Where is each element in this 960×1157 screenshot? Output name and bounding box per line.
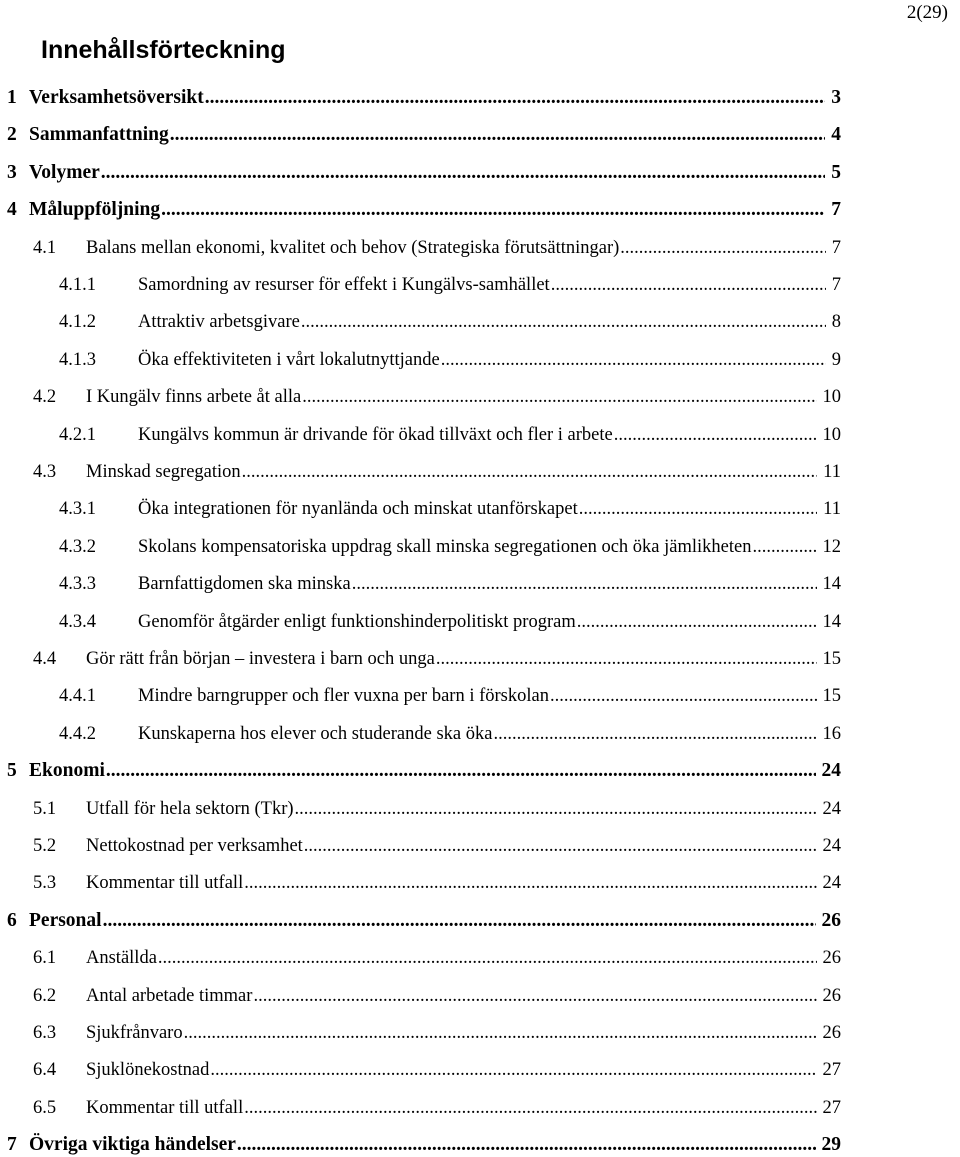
toc-entry[interactable] xyxy=(0,834,960,858)
toc-entry-title: Sjuklönekostnad xyxy=(86,1060,210,1081)
toc-entry[interactable] xyxy=(0,909,960,933)
toc-dot-leader xyxy=(352,572,817,596)
toc-entry-page: 7 xyxy=(831,199,841,221)
toc-entry-title: Attraktiv arbetsgivare xyxy=(138,312,300,333)
toc-entry[interactable] xyxy=(0,984,960,1008)
toc-entry-title: Sjukfrånvaro xyxy=(86,1023,183,1043)
toc-entry[interactable] xyxy=(0,797,960,821)
toc-dot-leader xyxy=(752,535,816,559)
toc-dot-leader xyxy=(302,385,816,409)
toc-entry-number: 4.2.1 xyxy=(59,424,96,445)
toc-entry-title: Övriga viktiga händelser xyxy=(29,1134,236,1156)
toc-dot-leader xyxy=(550,684,817,708)
toc-entry-title: Personal xyxy=(29,909,102,931)
toc-dot-leader xyxy=(210,1058,816,1082)
toc-entry-page: 14 xyxy=(822,574,841,595)
toc-dot-leader xyxy=(579,497,817,521)
toc-entry-title: Nettokostnad per verksamhet xyxy=(86,836,303,856)
toc-dot-leader xyxy=(205,86,825,110)
toc-dot-leader xyxy=(161,198,825,222)
toc-entry-title: Gör rätt från början – investera i barn och unga xyxy=(86,649,435,669)
toc-entry-page: 16 xyxy=(822,723,841,744)
toc-entry-title: Kunskaperna hos elever och studerande ska öka xyxy=(138,723,493,744)
toc-entry-number: 6.2 xyxy=(33,985,57,1006)
toc-entry-number: 1 xyxy=(7,87,17,108)
toc-entry[interactable] xyxy=(0,722,960,746)
toc-title: Innehållsförteckning xyxy=(41,36,286,64)
toc-entry-number: 5.1 xyxy=(33,798,57,819)
toc-entry[interactable] xyxy=(0,423,960,447)
toc-entry-page: 27 xyxy=(822,1060,841,1081)
toc-entry[interactable] xyxy=(0,236,960,260)
toc-entry-page: 4 xyxy=(831,124,841,146)
toc-dot-leader xyxy=(577,610,817,634)
toc-entry-title: Samordning av resurser för effekt i Kungälvs-samhället xyxy=(138,275,550,295)
toc-entry-number: 6.4 xyxy=(33,1060,57,1081)
toc-entry[interactable] xyxy=(0,273,960,297)
toc-entry-number: 6.1 xyxy=(33,948,57,969)
toc-entry-title: Antal arbetade timmar xyxy=(86,985,253,1006)
toc-entry[interactable] xyxy=(0,535,960,559)
toc-dot-leader xyxy=(620,236,825,260)
toc-entry[interactable] xyxy=(0,1096,960,1120)
toc-dot-leader xyxy=(101,161,825,185)
toc-entry-page: 7 xyxy=(831,275,841,295)
toc-entry-number: 7 xyxy=(7,1134,17,1156)
toc-entry[interactable] xyxy=(0,1021,960,1045)
toc-entry[interactable] xyxy=(0,123,960,147)
toc-entry-page: 29 xyxy=(821,1134,841,1156)
toc-entry-title: Barnfattigdomen ska minska xyxy=(138,574,351,595)
toc-entry-page: 27 xyxy=(822,1097,841,1118)
toc-entry-number: 3 xyxy=(7,161,17,183)
toc-dot-leader xyxy=(106,759,816,783)
toc-entry-page: 24 xyxy=(821,760,841,782)
toc-dot-leader xyxy=(242,460,818,484)
toc-entry[interactable] xyxy=(0,572,960,596)
toc-entry[interactable] xyxy=(0,161,960,185)
toc-entry-page: 12 xyxy=(822,536,841,557)
toc-entry-number: 4.3.4 xyxy=(59,611,96,632)
toc-entry-number: 4.2 xyxy=(33,387,57,408)
toc-entry[interactable] xyxy=(0,497,960,521)
toc-entry-title: Ekonomi xyxy=(29,760,105,782)
toc-entry-page: 10 xyxy=(822,424,841,445)
toc-entry-title: Öka effektiviteten i vårt lokalutnyttjande xyxy=(138,349,440,370)
toc-dot-leader xyxy=(614,423,817,447)
toc-dot-leader xyxy=(493,722,816,746)
toc-dot-leader xyxy=(301,310,826,334)
toc-dot-leader xyxy=(551,273,826,297)
toc-entry-number: 5.3 xyxy=(33,873,57,894)
toc-entry-number: 4.4.1 xyxy=(59,686,96,707)
toc-entry-number: 6 xyxy=(7,909,17,931)
toc-dot-leader xyxy=(184,1021,817,1045)
toc-entry[interactable] xyxy=(0,460,960,484)
toc-entry-page: 14 xyxy=(822,611,841,632)
toc-entry[interactable] xyxy=(0,647,960,671)
toc-entry[interactable] xyxy=(0,1133,960,1157)
toc-entry[interactable] xyxy=(0,86,960,110)
toc-entry-number: 5.2 xyxy=(33,836,57,856)
toc-entry-title: Sammanfattning xyxy=(29,124,169,146)
toc-entry-number: 4 xyxy=(7,199,17,221)
toc-entry-number: 4.3 xyxy=(33,462,57,482)
toc-entry-title: Minskad segregation xyxy=(86,462,241,482)
page-number: 2(29) xyxy=(906,2,948,23)
toc-entry-number: 5 xyxy=(7,760,17,782)
toc-dot-leader xyxy=(244,1096,816,1120)
toc-entry-page: 10 xyxy=(822,387,841,408)
toc-entry-page: 26 xyxy=(822,985,841,1006)
toc-entry-number: 4.1.2 xyxy=(59,312,96,333)
toc-entry[interactable] xyxy=(0,610,960,634)
toc-entry-number: 6.3 xyxy=(33,1023,57,1043)
toc-entry-page: 26 xyxy=(822,948,841,969)
toc-entry[interactable] xyxy=(0,1058,960,1082)
toc-entry-title: Balans mellan ekonomi, kvalitet och behov (Strategiska förutsättningar) xyxy=(86,237,620,258)
toc-entry-page: 26 xyxy=(822,1023,841,1043)
toc-entry-title: Måluppföljning xyxy=(29,199,161,221)
toc-entry-number: 4.1.3 xyxy=(59,349,96,370)
toc-entry-title: Anställda xyxy=(86,948,157,969)
toc-entry-title: Verksamhetsöversikt xyxy=(29,87,204,108)
toc-dot-leader xyxy=(441,348,826,372)
toc-entry[interactable] xyxy=(0,759,960,783)
toc-entry-title: Öka integrationen för nyanlända och minskat utanförskapet xyxy=(138,499,578,520)
toc-entry-title: Genomför åtgärder enligt funktionshinderpolitiskt program xyxy=(138,611,576,632)
toc-dot-leader xyxy=(304,834,817,858)
toc-entry-page: 8 xyxy=(831,312,841,333)
toc-entry-page: 7 xyxy=(831,237,841,258)
toc-dot-leader xyxy=(253,984,816,1008)
toc-dot-leader xyxy=(170,123,825,147)
toc-entry-number: 4.3.2 xyxy=(59,536,96,557)
toc-dot-leader xyxy=(237,1133,816,1157)
toc-entry[interactable] xyxy=(0,946,960,970)
toc-entry-page: 3 xyxy=(831,87,841,108)
toc-entry-page: 11 xyxy=(823,462,841,482)
toc-dot-leader xyxy=(436,647,817,671)
toc-entry-title: Kommentar till utfall xyxy=(86,873,244,894)
toc-entry[interactable] xyxy=(0,684,960,708)
toc-entry-page: 24 xyxy=(822,873,841,894)
toc-entry-title: Kommentar till utfall xyxy=(86,1097,244,1118)
toc-dot-leader xyxy=(295,797,817,821)
toc-dot-leader xyxy=(244,871,816,895)
toc-entry-page: 11 xyxy=(823,499,841,520)
toc-entry[interactable] xyxy=(0,871,960,895)
toc-dot-leader xyxy=(158,946,817,970)
toc-entry-page: 24 xyxy=(822,836,841,856)
toc-entry[interactable] xyxy=(0,385,960,409)
toc-entry-title: Mindre barngrupper och fler vuxna per barn i förskolan xyxy=(138,686,549,707)
toc-entry-number: 4.1.1 xyxy=(59,275,96,295)
toc-entry-number: 4.4 xyxy=(33,649,57,669)
toc-entry-page: 15 xyxy=(822,649,841,669)
toc-entry-title: Volymer xyxy=(29,161,100,183)
toc-entry-number: 4.1 xyxy=(33,237,57,258)
toc-entry-page: 15 xyxy=(822,686,841,707)
toc-entry-number: 4.3.1 xyxy=(59,499,96,520)
toc-entry[interactable] xyxy=(0,348,960,372)
toc-entry-number: 4.4.2 xyxy=(59,723,96,744)
toc-entry-page: 9 xyxy=(831,349,841,370)
toc-entry[interactable] xyxy=(0,198,960,222)
toc-entry-page: 5 xyxy=(831,161,841,183)
toc-entry-number: 2 xyxy=(7,124,17,146)
toc-entry-number: 6.5 xyxy=(33,1097,57,1118)
toc-entry-title: Kungälvs kommun är drivande för ökad tillväxt och fler i arbete xyxy=(138,424,613,445)
toc-entry-number: 4.3.3 xyxy=(59,574,96,595)
toc-entry-title: Utfall för hela sektorn (Tkr) xyxy=(86,798,294,819)
toc-entry-title: Skolans kompensatoriska uppdrag skall minska segregationen och öka jämlikheten xyxy=(138,536,752,557)
toc-entry-title: I Kungälv finns arbete åt alla xyxy=(86,387,302,408)
toc-entry-page: 26 xyxy=(821,909,841,931)
toc-dot-leader xyxy=(103,909,816,933)
toc-entry-page: 24 xyxy=(822,798,841,819)
toc-entry[interactable] xyxy=(0,310,960,334)
